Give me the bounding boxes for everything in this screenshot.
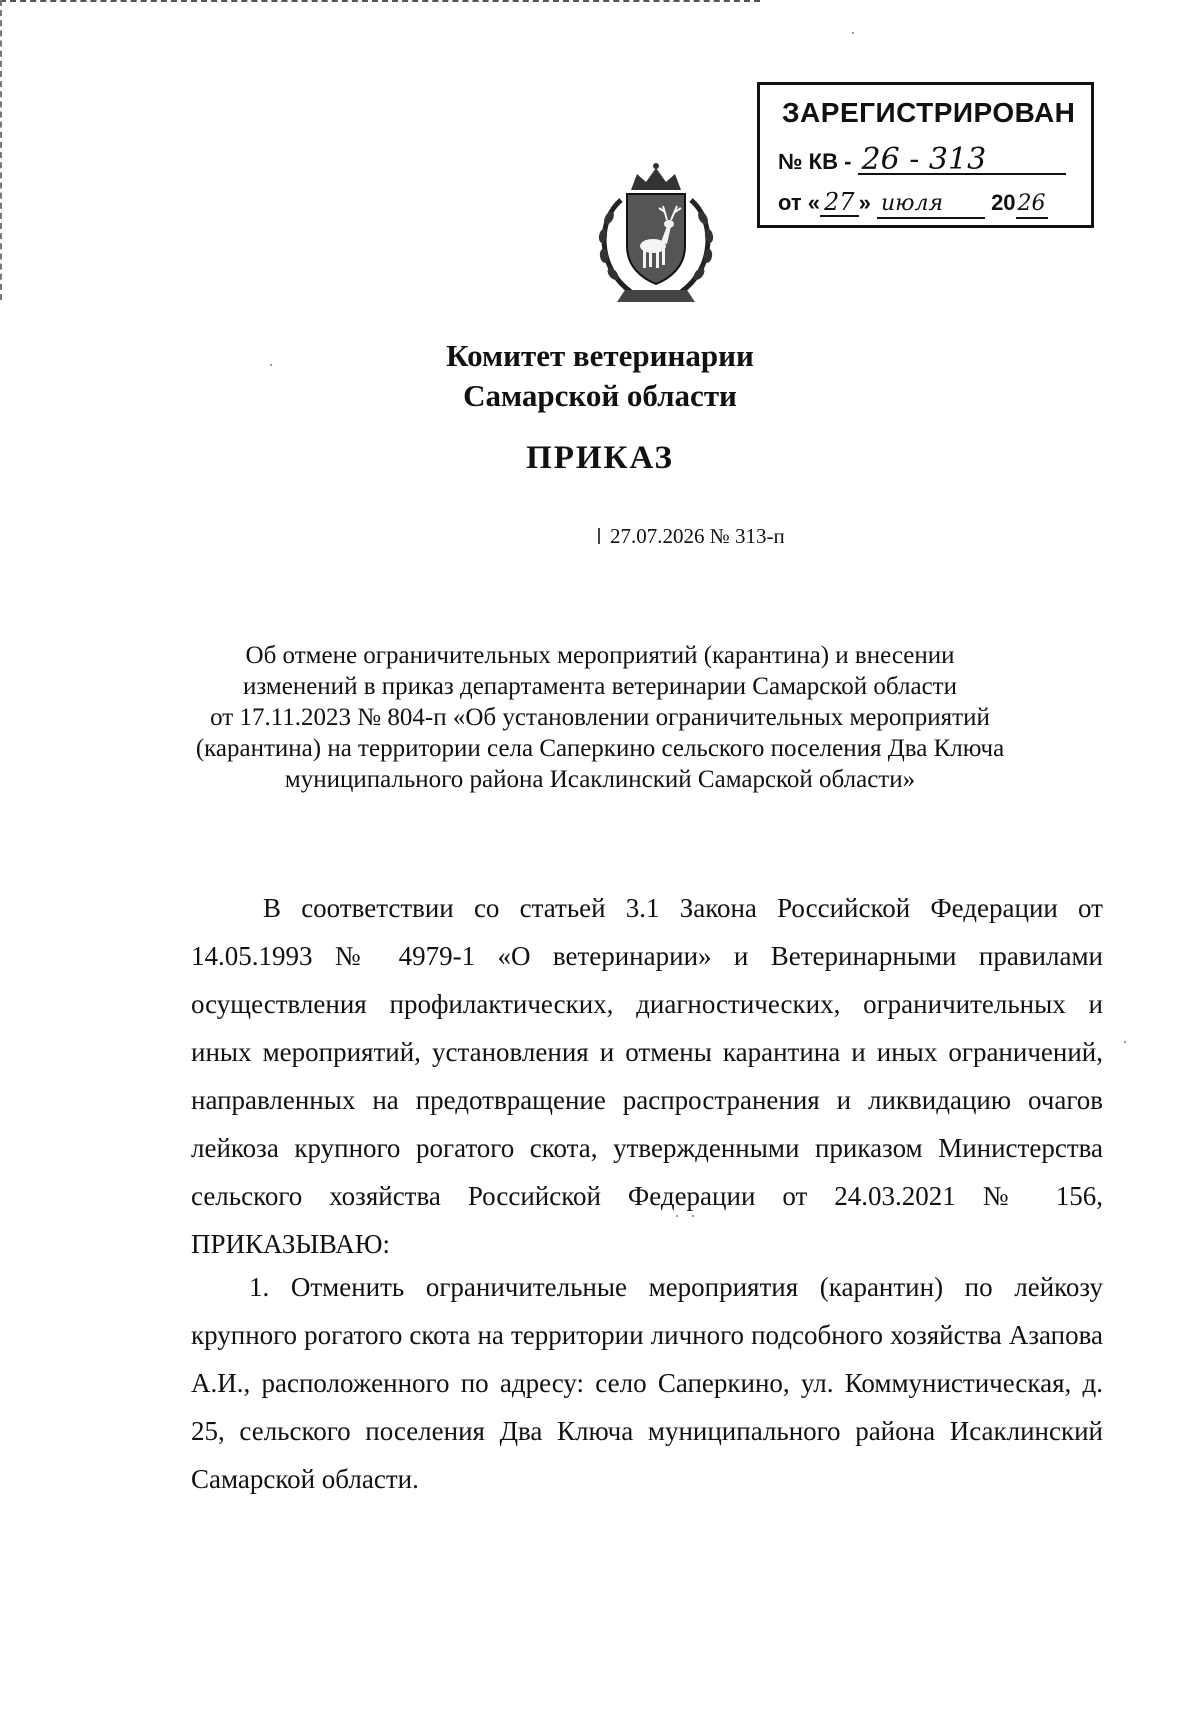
stamp-title: ЗАРЕГИСТРИРОВАН <box>782 97 1076 128</box>
document-type: ПРИКАЗ <box>526 440 674 476</box>
stamp-number-row <box>778 142 1066 177</box>
title-line: от 17.11.2023 № 804-п «Об установлении ограничительных мероприятий <box>210 704 990 731</box>
title-line: муниципального района Исаклинский Самарской области» <box>284 766 916 793</box>
organization-name <box>300 336 900 416</box>
stamp-date-mid: » <box>858 190 871 215</box>
stamp-date-prefix: от « <box>778 190 821 215</box>
title-line: (карантина) на территории села Саперкино сельского поселения Два Ключа <box>195 735 1005 762</box>
registration-stamp <box>757 82 1094 228</box>
order-item-1: 1. Отменить ограничительные мероприятия (карантин) по лейкозу крупного рогатого скота на территории личного подсобного хозяйства Азапова А.И., расположенного по адресу: село Саперкино, ул. Коммунистическая, д. 25, сельского поселения Два Ключа муниципального района Исаклинский Самарской области. <box>191 1272 1103 1494</box>
title-line: Об отмене ограничительных мероприятий (карантина) и внесении <box>245 642 955 669</box>
document-date-number <box>598 524 785 549</box>
coat-of-arms-icon <box>591 160 721 310</box>
document-title <box>150 640 1050 795</box>
document-date-number-text: 27.07.2026 № 313-п <box>610 524 785 548</box>
stamp-date-row <box>778 189 1048 219</box>
organization-name-line2: Самарской области <box>463 378 737 413</box>
scan-edge-left <box>0 0 2 300</box>
stamp-number-prefix: № КВ - <box>778 149 852 174</box>
scan-speck <box>692 1215 694 1217</box>
stamp-date-year-suffix: 26 <box>1016 191 1048 219</box>
title-line: изменений в приказ департамента ветеринарии Самарской области <box>243 673 957 700</box>
stamp-date-year-prefix: 20 <box>991 190 1016 215</box>
preamble-paragraph: В соответствии со статьей 3.1 Закона Российской Федерации от 14.05.1993 № 4979-1 «О ветеринарии» и Ветеринарными правилами осуществления профилактических, диагностических, ограничительных и иных мероприятий, установления и отмены карантина и иных ограничений, направленных на предотвращение распространения и ликвидацию очагов лейкоза крупного рогатого скота, утвержденными приказом Министерства сельского хозяйства Российской Федерации от 24.03.2021 № 156, ПРИКАЗЫВАЮ: <box>191 893 1103 1259</box>
stamp-number-value: 26 - 313 <box>858 147 1066 175</box>
scan-speck <box>270 364 272 366</box>
scan-speck <box>852 32 854 34</box>
stamp-date-day: 27 <box>820 189 859 217</box>
stamp-date-month: июля <box>877 191 985 219</box>
scan-edge-top <box>0 0 760 2</box>
doc-ref-mark <box>598 528 600 544</box>
scan-speck <box>676 1215 678 1217</box>
scan-speck <box>1124 1041 1126 1043</box>
organization-name-line1: Комитет ветеринарии <box>446 338 754 373</box>
